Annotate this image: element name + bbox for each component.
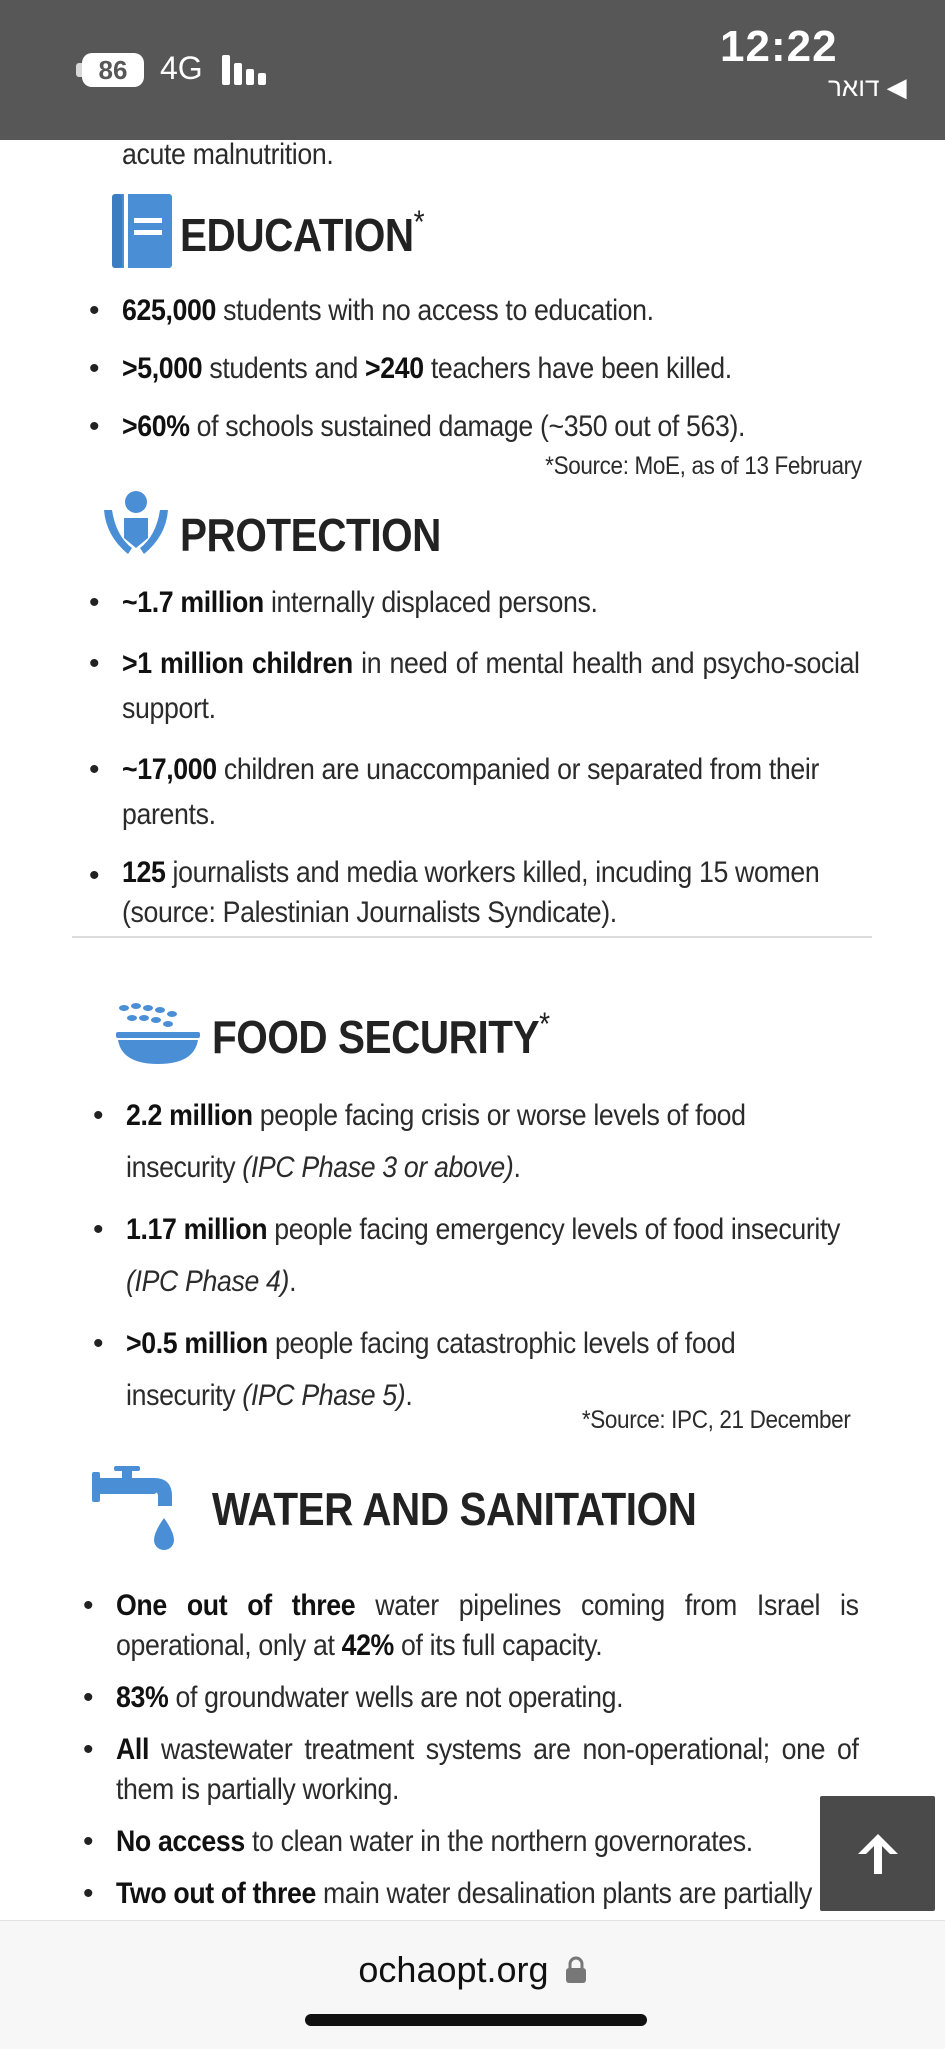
list-item: • >1 million children in need of mental health and psycho-social support. [122,641,862,731]
lock-icon [565,1956,587,1984]
list-item: • 1.17 million people facing emergency levels of food insecurity (IPC Phase 4). [126,1204,846,1308]
source-note: *Source: MoE, as of 13 February [545,452,862,480]
book-icon [110,192,174,278]
list-item: • All wastewater treatment systems are non-operational; one of them is partially working. [116,1730,861,1810]
url-domain: ochaopt.org [358,1949,549,1990]
list-item: • >5,000 students and >240 teachers have been killed. [122,340,882,398]
text-fragment: acute malnutrition. [122,138,334,171]
section-title-education: EDUCATION* [180,204,425,261]
section-title-protection: PROTECTION [180,509,441,561]
clock: 12:22 [720,22,838,71]
list-item: • 625,000 students with no access to education. [122,282,882,340]
back-to-app-link[interactable]: ◀ דואר [828,72,907,102]
source-note: *Source: IPC, 21 December [581,1406,850,1434]
education-list [122,282,882,456]
list-item: • 125 journalists and media workers killed, incuding 15 women (source: Palestinian Journalists Syndicate). [122,853,862,933]
address-field[interactable] [0,1949,945,1991]
signal-icon [222,55,270,85]
food-security-list [126,1090,846,1422]
status-bar [0,0,945,140]
list-item: • One out of three water pipelines coming from Israel is operational, only at 42% of its full capacity. [116,1586,861,1666]
grain-bowl-icon [114,1000,202,1074]
list-item: • No access to clean water in the northern governorates. [116,1822,861,1862]
section-title-water-sanitation: WATER AND SANITATION [212,1483,697,1535]
section-title-food-security: FOOD SECURITY* [212,1006,550,1063]
list-item: • 83% of groundwater wells are not operating. [116,1678,861,1718]
arrow-up-icon [854,1830,902,1878]
water-tap-icon [92,1466,180,1566]
list-item: • ~1.7 million internally displaced persons. [122,580,862,625]
protection-list [122,580,862,933]
browser-url-bar[interactable] [0,1920,945,2049]
battery-indicator: 86 [82,53,144,87]
section-divider [72,936,872,938]
document-content [0,140,945,1920]
list-item: • >0.5 million people facing catastrophic levels of food insecurity (IPC Phase 5). [126,1318,846,1422]
person-hands-icon [102,490,170,568]
water-list [116,1586,861,1954]
list-item: • Two out of three main water desalination plants are partially [116,1874,861,1954]
home-indicator[interactable] [305,2014,647,2026]
network-type: 4G [160,50,203,86]
scroll-to-top-button[interactable] [820,1796,935,1911]
list-item: • >60% of schools sustained damage (~350 out of 563). [122,398,882,456]
list-item: • ~17,000 children are unaccompanied or separated from their parents. [122,747,862,837]
list-item: • 2.2 million people facing crisis or worse levels of food insecurity (IPC Phase 3 or above). [126,1090,846,1194]
